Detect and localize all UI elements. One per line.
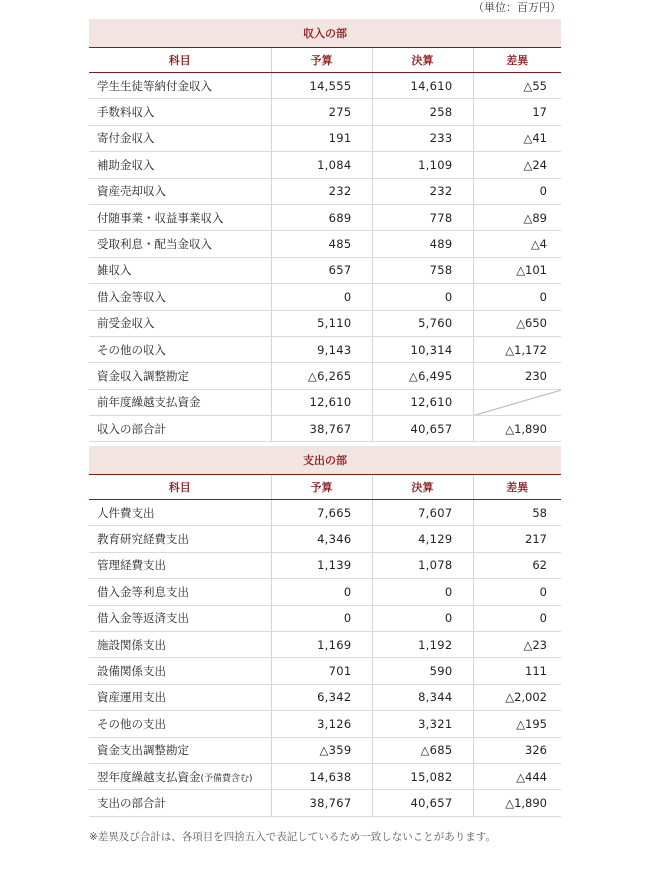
item-name xyxy=(89,552,271,578)
budget-value xyxy=(271,284,372,310)
difference-value-text: 17 xyxy=(532,105,547,120)
budget-value-text: 3,126 xyxy=(317,716,352,731)
difference-value-text: △1,890 xyxy=(505,795,547,810)
table-row xyxy=(89,552,561,578)
item-name xyxy=(89,336,271,362)
actual-value xyxy=(372,204,473,230)
item-name-text: その他の収入 xyxy=(97,342,166,357)
budget-value xyxy=(271,257,372,283)
actual-value-text: 758 xyxy=(429,263,453,278)
table-row xyxy=(89,125,561,151)
actual-value xyxy=(372,416,473,442)
item-name-text: 受取利息・配当金収入 xyxy=(97,237,212,252)
budget-value xyxy=(271,790,372,816)
item-name xyxy=(89,605,271,631)
actual-value-text: △6,495 xyxy=(408,368,453,383)
item-name-text: 資産運用支出 xyxy=(97,690,166,705)
actual-value-text: 7,607 xyxy=(418,505,453,520)
budget-value xyxy=(271,73,372,99)
actual-value-text: 14,610 xyxy=(410,78,453,93)
difference-value-text: △1,890 xyxy=(505,421,547,436)
item-name-text: 支出の部合計 xyxy=(97,795,166,810)
difference-value-text: 62 xyxy=(532,558,547,573)
item-name xyxy=(89,363,271,389)
actual-value-text: 778 xyxy=(429,210,453,225)
difference-value xyxy=(473,526,561,552)
table-row xyxy=(89,711,561,737)
item-name xyxy=(89,389,271,415)
actual-value-text: 0 xyxy=(444,289,453,304)
budget-value-text: 14,555 xyxy=(309,78,352,93)
item-name xyxy=(89,684,271,710)
budget-value-text: 275 xyxy=(328,105,352,120)
item-name xyxy=(89,658,271,684)
item-name xyxy=(89,416,271,442)
budget-value-text: 0 xyxy=(343,289,352,304)
item-name xyxy=(89,579,271,605)
budget-value-text: 6,342 xyxy=(317,690,352,705)
budget-value-text: 9,143 xyxy=(317,342,352,357)
item-name-text: 翌年度繰越支払資金 xyxy=(97,769,201,784)
budget-value xyxy=(271,711,372,737)
difference-value-text: 0 xyxy=(539,289,547,304)
table-row xyxy=(89,99,561,125)
table-row xyxy=(89,658,561,684)
budget-value xyxy=(271,605,372,631)
table-row xyxy=(89,763,561,789)
budget-value-text: 1,139 xyxy=(317,558,352,573)
difference-value xyxy=(473,631,561,657)
budget-value xyxy=(271,231,372,257)
item-name xyxy=(89,73,271,99)
item-name xyxy=(89,99,271,125)
budget-value-text: 1,084 xyxy=(317,157,352,172)
item-name-text: 資金収入調整勘定 xyxy=(97,368,189,383)
table-row xyxy=(89,605,561,631)
budget-value-text: 0 xyxy=(343,584,352,599)
table-row xyxy=(89,231,561,257)
budget-value-text: △6,265 xyxy=(307,368,352,383)
difference-value-text: △89 xyxy=(523,210,547,225)
item-name-text: 施設関係支出 xyxy=(97,637,166,652)
budget-value-text: △359 xyxy=(319,743,352,758)
actual-value xyxy=(372,152,473,178)
table-row xyxy=(89,684,561,710)
actual-value xyxy=(372,310,473,336)
difference-value xyxy=(473,658,561,684)
item-name-text: 前受金収入 xyxy=(97,316,155,331)
expense-table xyxy=(89,446,561,817)
actual-value-text: △685 xyxy=(420,743,453,758)
item-name-text: 人件費支出 xyxy=(97,505,155,520)
budget-value xyxy=(271,526,372,552)
actual-value xyxy=(372,790,473,816)
table-row xyxy=(89,631,561,657)
table-row xyxy=(89,152,561,178)
difference-value-text: 217 xyxy=(525,532,547,547)
column-header-item: 科目 xyxy=(89,48,271,73)
item-name xyxy=(89,178,271,204)
table-row xyxy=(89,579,561,605)
actual-value-text: 258 xyxy=(429,105,453,120)
actual-value-text: 12,610 xyxy=(410,395,453,410)
actual-value xyxy=(372,99,473,125)
table-row xyxy=(89,500,561,526)
difference-value xyxy=(473,605,561,631)
difference-value-text: 0 xyxy=(539,184,547,199)
budget-value xyxy=(271,763,372,789)
actual-value-text: 1,109 xyxy=(418,157,453,172)
difference-value xyxy=(473,284,561,310)
budget-value xyxy=(271,99,372,125)
actual-value-text: 4,129 xyxy=(418,532,453,547)
item-name xyxy=(89,711,271,737)
difference-value-text: 0 xyxy=(539,611,547,626)
budget-value xyxy=(271,152,372,178)
budget-value-text: 0 xyxy=(343,611,352,626)
difference-value-text: △55 xyxy=(523,78,547,93)
item-name xyxy=(89,310,271,336)
budget-value-text: 232 xyxy=(328,184,352,199)
actual-value xyxy=(372,178,473,204)
budget-value xyxy=(271,658,372,684)
difference-value-text: 111 xyxy=(525,664,547,679)
budget-value xyxy=(271,631,372,657)
difference-value-text: △195 xyxy=(516,716,547,731)
item-name-text: 雑収入 xyxy=(97,263,132,278)
total-row xyxy=(89,416,561,442)
actual-value-text: 0 xyxy=(444,584,453,599)
difference-value xyxy=(473,579,561,605)
item-name-text: 借入金等返済支出 xyxy=(97,611,189,626)
actual-value-text: 40,657 xyxy=(410,421,453,436)
item-name xyxy=(89,631,271,657)
actual-value xyxy=(372,526,473,552)
actual-value-text: 1,192 xyxy=(418,637,453,652)
difference-value-text: △24 xyxy=(523,157,547,172)
difference-value-text: 326 xyxy=(525,743,547,758)
item-name-text: 学生生徒等納付金収入 xyxy=(97,78,212,93)
budget-value-text: 657 xyxy=(328,263,352,278)
actual-value xyxy=(372,631,473,657)
actual-value xyxy=(372,763,473,789)
budget-value-text: 14,638 xyxy=(309,769,352,784)
budget-value xyxy=(271,416,372,442)
footnote: ※差異及び合計は、各項目を四捨五入で表記しているため一致しないことがあります。 xyxy=(89,831,496,843)
actual-value-text: 3,321 xyxy=(418,716,453,731)
table-row xyxy=(89,526,561,552)
item-name xyxy=(89,204,271,230)
budget-value-text: 689 xyxy=(328,210,352,225)
difference-value xyxy=(473,500,561,526)
difference-value xyxy=(473,737,561,763)
actual-value xyxy=(372,389,473,415)
item-name-text: 教育研究経費支出 xyxy=(97,532,189,547)
difference-value-text: △1,172 xyxy=(505,342,547,357)
budget-value-text: 38,767 xyxy=(309,795,352,810)
table-row xyxy=(89,363,561,389)
actual-value xyxy=(372,552,473,578)
item-name xyxy=(89,152,271,178)
budget-value xyxy=(271,500,372,526)
actual-value-text: 5,760 xyxy=(418,316,453,331)
expense-section-title: 支出の部 xyxy=(89,446,561,475)
difference-value-text: △4 xyxy=(530,237,547,252)
table-row xyxy=(89,737,561,763)
difference-value-text: 58 xyxy=(532,505,547,520)
item-name-text: 設備関係支出 xyxy=(97,664,166,679)
difference-value xyxy=(473,684,561,710)
actual-value-text: 0 xyxy=(444,611,453,626)
actual-value-text: 8,344 xyxy=(418,690,453,705)
column-header-actual: 決算 xyxy=(372,48,473,73)
table-row xyxy=(89,284,561,310)
difference-value-text: 230 xyxy=(525,368,547,383)
budget-value xyxy=(271,125,372,151)
actual-value-text: 15,082 xyxy=(410,769,453,784)
budget-value xyxy=(271,310,372,336)
difference-value xyxy=(473,763,561,789)
actual-value xyxy=(372,684,473,710)
table-row xyxy=(89,73,561,99)
item-name-text: その他の支出 xyxy=(97,716,166,731)
difference-value xyxy=(473,790,561,816)
item-name xyxy=(89,125,271,151)
total-row xyxy=(89,790,561,816)
budget-value-text: 38,767 xyxy=(309,421,352,436)
table-row xyxy=(89,389,561,415)
difference-value xyxy=(473,336,561,362)
item-name-text: 資金支出調整勘定 xyxy=(97,743,189,758)
budget-value xyxy=(271,552,372,578)
difference-value-text: 0 xyxy=(539,584,547,599)
actual-value xyxy=(372,658,473,684)
budget-value xyxy=(271,336,372,362)
budget-value xyxy=(271,178,372,204)
difference-value xyxy=(473,125,561,151)
actual-value xyxy=(372,73,473,99)
budget-value xyxy=(271,737,372,763)
actual-value xyxy=(372,363,473,389)
item-name-text: 付随事業・収益事業収入 xyxy=(97,210,224,225)
difference-value xyxy=(473,178,561,204)
item-name xyxy=(89,763,271,789)
budget-value-text: 7,665 xyxy=(317,505,352,520)
item-name-text: 借入金等利息支出 xyxy=(97,584,189,599)
difference-value-text: △444 xyxy=(516,769,547,784)
difference-value xyxy=(473,152,561,178)
actual-value xyxy=(372,500,473,526)
income-section-title: 収入の部 xyxy=(89,19,561,48)
income-table xyxy=(89,19,561,442)
item-name xyxy=(89,526,271,552)
table-row xyxy=(89,204,561,230)
difference-value xyxy=(473,310,561,336)
table-row xyxy=(89,178,561,204)
actual-value xyxy=(372,711,473,737)
budget-value-text: 701 xyxy=(328,664,352,679)
unit-label: （単位：百万円） xyxy=(473,1,561,14)
budget-value-text: 12,610 xyxy=(309,395,352,410)
item-name xyxy=(89,737,271,763)
difference-value xyxy=(473,552,561,578)
actual-value-text: 10,314 xyxy=(410,342,453,357)
actual-value-text: 590 xyxy=(429,664,453,679)
budget-value xyxy=(271,204,372,230)
difference-value-text: △101 xyxy=(516,263,547,278)
table-row xyxy=(89,336,561,362)
difference-empty-cell xyxy=(473,389,561,415)
actual-value xyxy=(372,737,473,763)
actual-value-text: 489 xyxy=(429,237,453,252)
difference-value xyxy=(473,231,561,257)
table-row xyxy=(89,310,561,336)
budget-value xyxy=(271,579,372,605)
difference-value xyxy=(473,257,561,283)
actual-value-text: 40,657 xyxy=(410,795,453,810)
budget-value-text: 1,169 xyxy=(317,637,352,652)
budget-value xyxy=(271,389,372,415)
difference-value-text: △650 xyxy=(516,316,547,331)
actual-value-text: 232 xyxy=(429,184,453,199)
column-header-budget: 予算 xyxy=(271,48,372,73)
column-header-difference: 差異 xyxy=(473,475,561,500)
difference-value-text: △23 xyxy=(523,637,547,652)
budget-value-text: 4,346 xyxy=(317,532,352,547)
actual-value-text: 1,078 xyxy=(418,558,453,573)
column-header-difference: 差異 xyxy=(473,48,561,73)
actual-value xyxy=(372,579,473,605)
actual-value xyxy=(372,231,473,257)
diagonal-line xyxy=(474,390,562,415)
actual-value xyxy=(372,125,473,151)
budget-value xyxy=(271,363,372,389)
budget-value-text: 485 xyxy=(328,237,352,252)
item-name-text: 資産売却収入 xyxy=(97,184,166,199)
column-header-budget: 予算 xyxy=(271,475,372,500)
difference-value xyxy=(473,204,561,230)
actual-value xyxy=(372,257,473,283)
budget-value-text: 191 xyxy=(328,131,352,146)
item-name-text: 寄付金収入 xyxy=(97,131,155,146)
difference-value xyxy=(473,99,561,125)
item-name-text: 補助金収入 xyxy=(97,157,155,172)
item-name xyxy=(89,790,271,816)
actual-value xyxy=(372,605,473,631)
actual-value-text: 233 xyxy=(429,131,453,146)
item-name xyxy=(89,284,271,310)
column-header-item: 科目 xyxy=(89,475,271,500)
budget-value-text: 5,110 xyxy=(317,316,352,331)
difference-value xyxy=(473,363,561,389)
column-header-actual: 決算 xyxy=(372,475,473,500)
table-row xyxy=(89,257,561,283)
actual-value xyxy=(372,284,473,310)
item-name-text: 手数料収入 xyxy=(97,105,155,120)
difference-value xyxy=(473,73,561,99)
item-name-text: 収入の部合計 xyxy=(97,421,166,436)
item-name xyxy=(89,257,271,283)
actual-value xyxy=(372,336,473,362)
difference-value-text: △2,002 xyxy=(505,690,547,705)
difference-value xyxy=(473,711,561,737)
item-name xyxy=(89,231,271,257)
difference-value-text: △41 xyxy=(523,131,547,146)
item-name-text: 管理経費支出 xyxy=(97,558,166,573)
budget-value xyxy=(271,684,372,710)
reserve-note: (予備費含む) xyxy=(200,773,253,784)
item-name-text: 借入金等収入 xyxy=(97,289,166,304)
item-name-text: 前年度繰越支払資金 xyxy=(97,395,201,410)
difference-value xyxy=(473,416,561,442)
item-name xyxy=(89,500,271,526)
